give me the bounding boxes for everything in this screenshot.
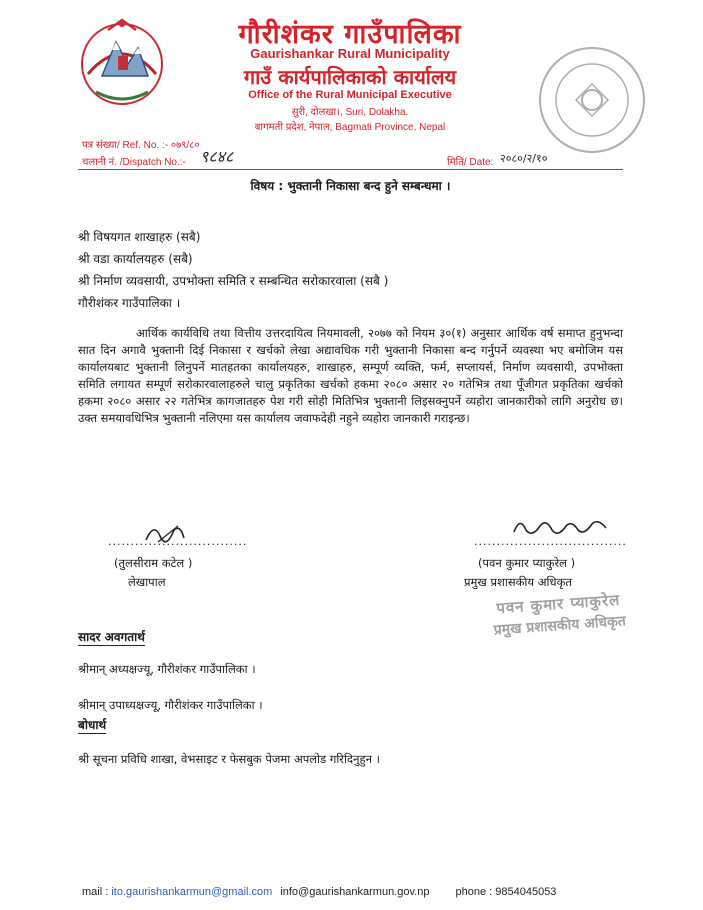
recipient-line: श्री निर्माण व्यवसायी, उपभोक्ता समिति र सम्बन्धित सरोकारवाला (सबै ) xyxy=(78,274,389,288)
signature-line-right: .................................. xyxy=(474,535,627,548)
accountant-name: (तुलसीराम कटेल ) xyxy=(114,556,193,570)
signature-line-left: ............................... xyxy=(108,535,248,548)
cao-title: प्रमुख प्रशासकीय अधिकृत xyxy=(464,575,572,589)
header-divider xyxy=(78,169,623,170)
cc-item: श्रीमान् अध्यक्षज्यू, गौरीशंकर गाउँपालिका । xyxy=(78,662,256,676)
info-item: श्री सूचना प्रविधि शाखा, वेभसाइट र फेसबुक पेजमा अपलोड गरिदिनुहुन । xyxy=(78,752,380,766)
letter-subject: विषय : भुक्तानी निकासा बन्द हुने सम्बन्धमा । xyxy=(250,179,451,193)
municipality-emblem-icon xyxy=(78,14,166,114)
info-heading: बोधार्थ xyxy=(78,718,107,732)
footer-phone: phone : 9854045053 xyxy=(455,886,557,898)
letter-body: आर्थिक कार्यविधि तथा वित्तीय उत्तरदायित्व नियमावली, २०७७ को नियम ३०(१) अनुसार आर्थिक वर्ष समाप्त हुनुभन्दा सात दिन अगावै भुक्तानी दिई निकासा र खर्चको लेखा अद्यावधिक गरी भुक्तानी निकासा बन्द गर्नुपर्ने व्यवस्था भए बमोजिम यस कार्यालयबाट भुक्तानी लिनुपर्ने मातहतका कार्यालयहरु, शाखाहरु, सम्पूर्ण व्यक्ति, फर्म, सप्लायर्स, निर्माण व्यवसायी, उपभोक्ता समिति लगायत सम्पूर्ण सरोकारवालाहरुले चालु प्रकृतिका खर्चको हकमा २०८० असार २० गतेभित्र तथा पूँजीगत प्रकृतिका खर्चको हकमा २०८० असार २२ गतेभित्र कागजातहरु पेश गरी सोही मितिभित्र भुक्तानी लिइसक्नुपर्ने व्यहोरा जानकारीको लागि अनुरोध छ। उक्त समयावधिभित्र भुक्तानी नलिएमा यस कार्यालय जवाफदेही नहुने व्यहोरा जानकारी गराइन्छ। xyxy=(78,326,623,425)
date-value: २०८०/२/१० xyxy=(500,152,548,165)
office-seal-icon xyxy=(536,44,648,156)
address-line-1: सुरी, दोलखा।, Suri, Dolakha. xyxy=(291,107,409,118)
footer-contact xyxy=(82,886,682,898)
accountant-title: लेखापाल xyxy=(128,575,166,589)
recipient-line: गौरीशंकर गाउँपालिका । xyxy=(78,296,181,310)
office-name-np: गाउँ कार्यपालिकाको कार्यालय xyxy=(243,65,457,89)
recipient-line: श्री विषयगत शाखाहरु (सबै) xyxy=(78,230,201,244)
cc-item: श्रीमान् उपाध्यक्षज्यू, गौरीशंकर गाउँपालिका । xyxy=(78,698,263,712)
date-label: मिति/ Date: xyxy=(447,157,494,168)
footer-mail-label: mail : xyxy=(82,886,112,898)
recipient-list xyxy=(78,226,388,314)
footer-email-2[interactable]: info@gaurishankarmun.gov.np xyxy=(280,886,430,898)
stamp-title: प्रमुख प्रशासकीय अधिकृत xyxy=(493,613,627,639)
footer-email-link[interactable]: ito.gaurishankarmun@gmail.com xyxy=(111,886,273,898)
reference-number: पत्र संख्या/ Ref. No. :- ०७९/८० xyxy=(82,140,200,151)
dispatch-number-handwritten: ९८४८ xyxy=(200,147,234,166)
stamp-name: पवन कुमार प्याकुरेल xyxy=(495,590,621,618)
address-line-2: बागमती प्रदेश, नेपाल, Bagmati Province, Nepal xyxy=(254,122,446,133)
cao-name: (पवन कुमार प्याकुरेल ) xyxy=(478,556,576,570)
municipality-name-en: Gaurishankar Rural Municipality xyxy=(250,46,450,61)
recipient-line: श्री वडा कार्यालयहरु (सबै) xyxy=(78,252,193,266)
cc-heading: सादर अवगतार्थ xyxy=(78,630,145,644)
name-stamp xyxy=(473,588,645,641)
office-name-en: Office of the Rural Municipal Executive xyxy=(248,89,452,101)
dispatch-label: चलानी नं. /Dispatch No.:- xyxy=(82,157,186,168)
municipality-name-np: गौरीशंकर गाउँपालिका xyxy=(238,19,462,50)
